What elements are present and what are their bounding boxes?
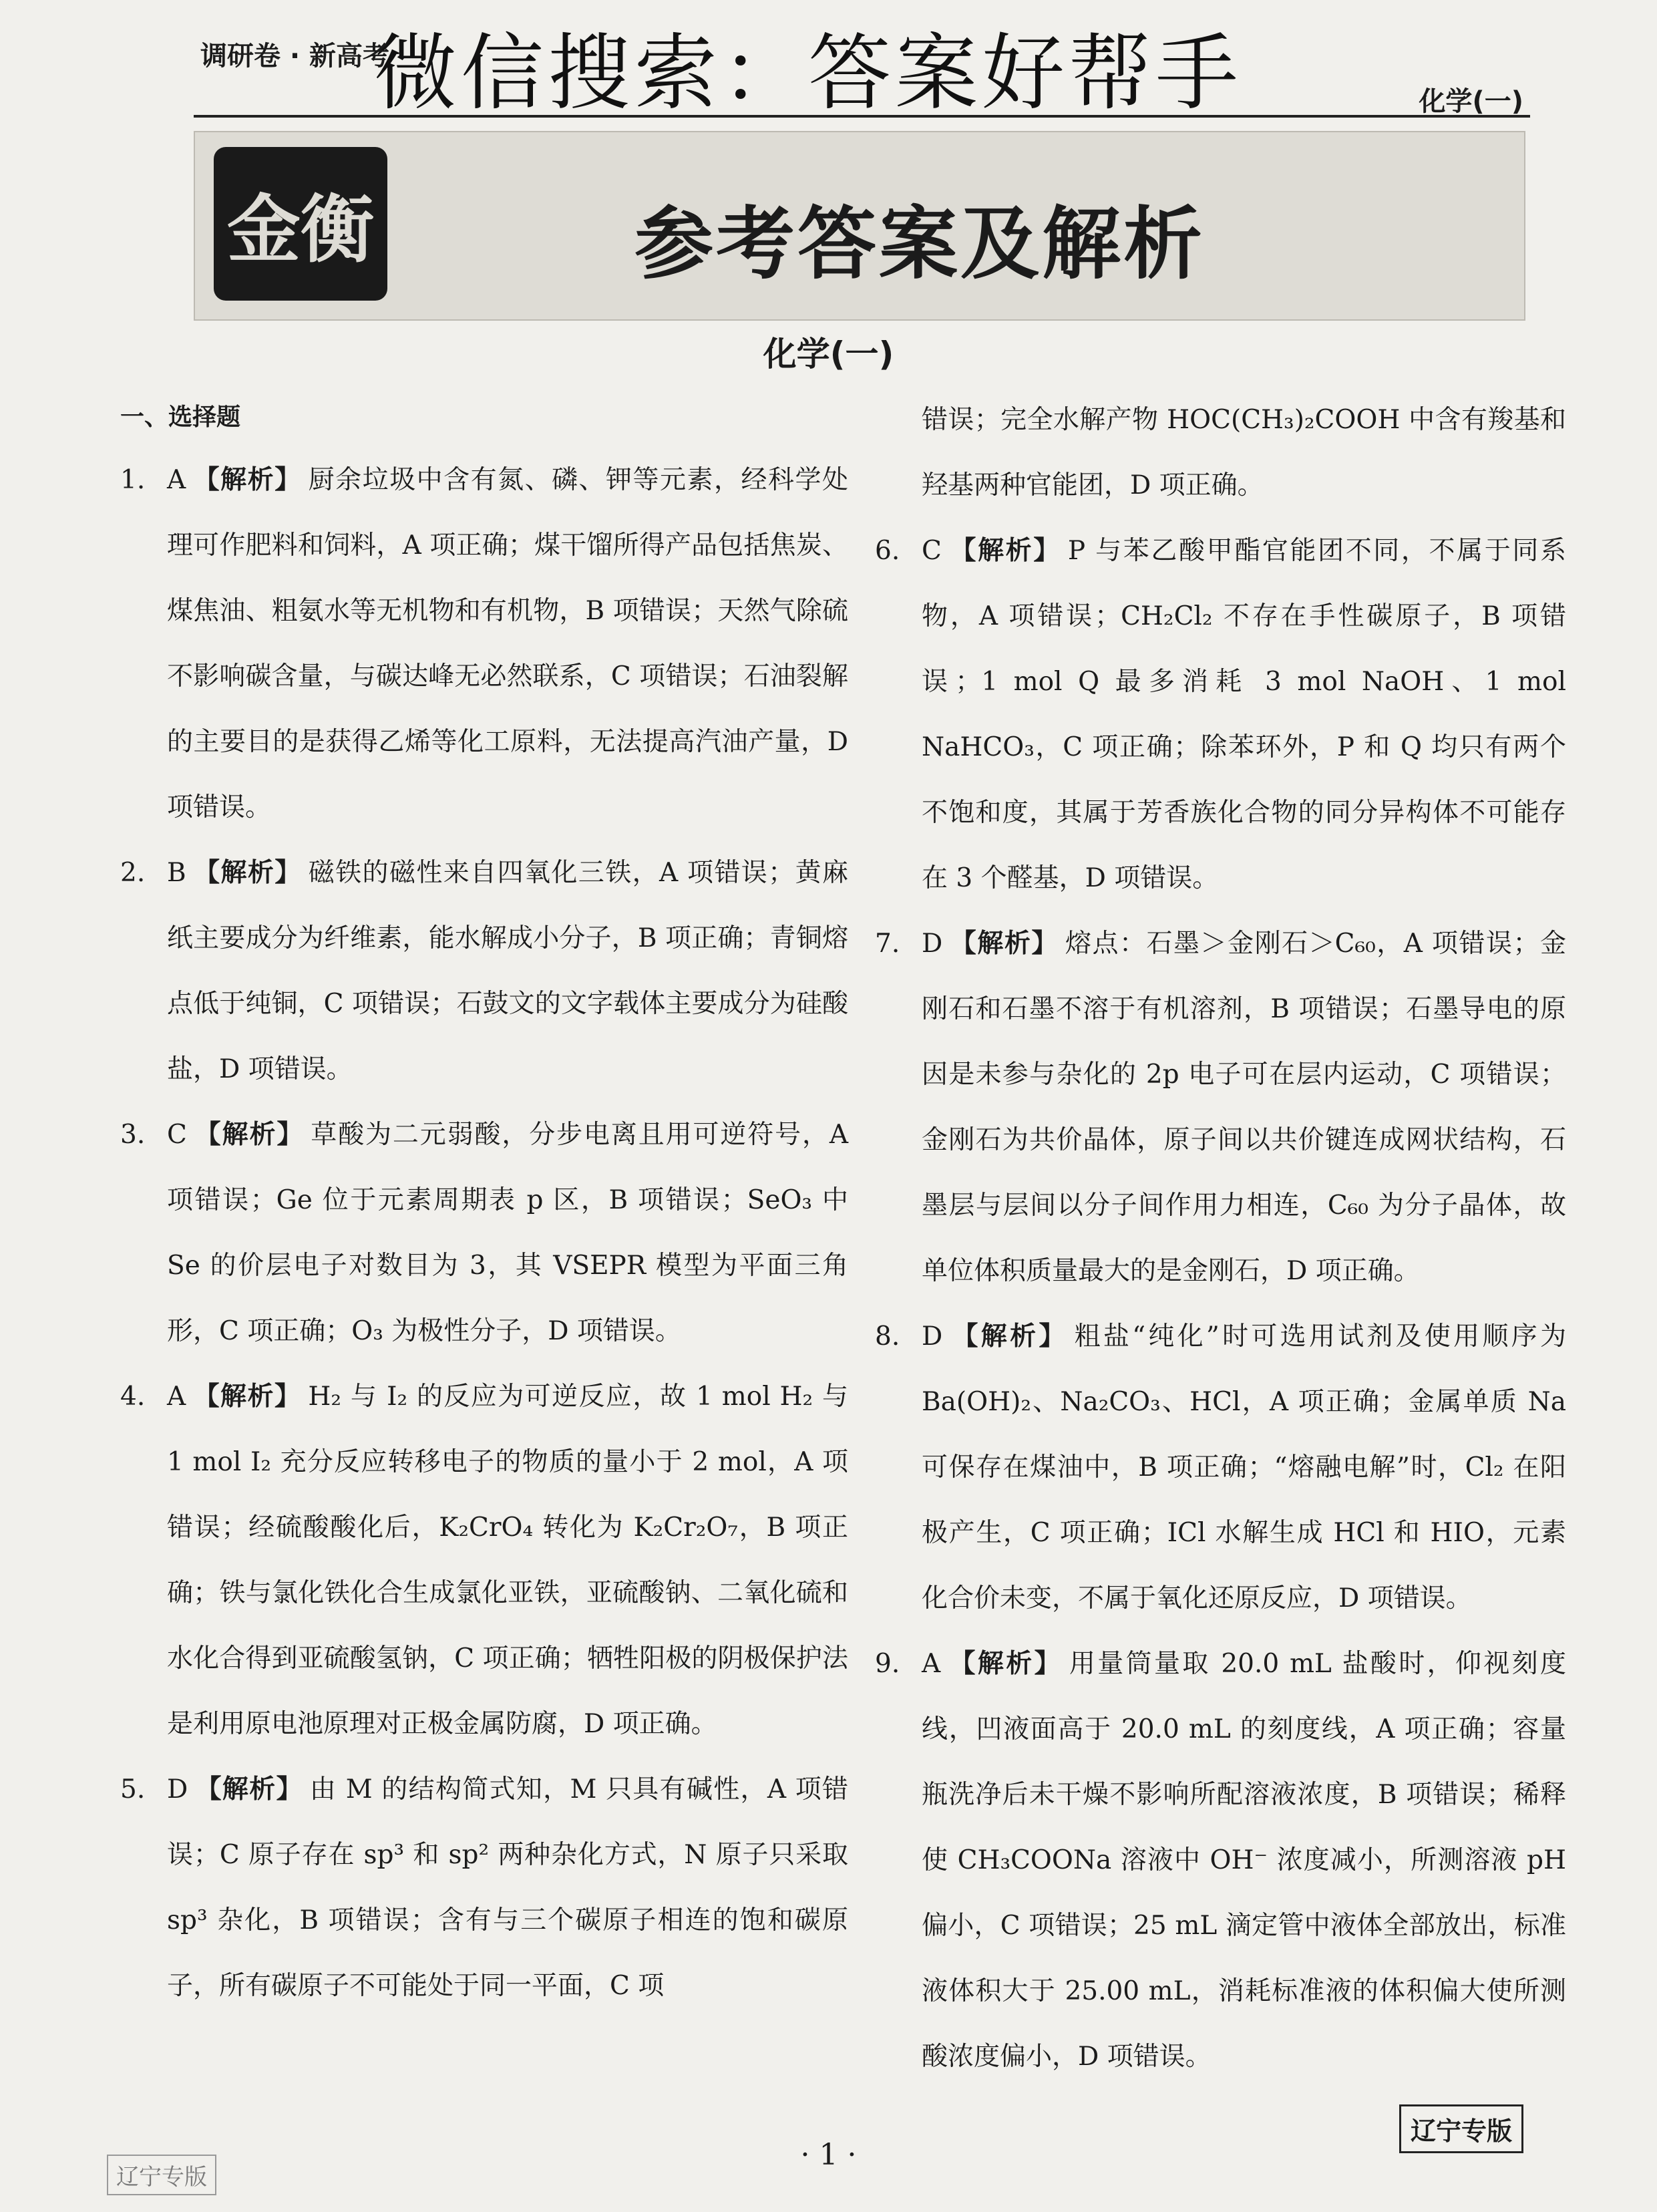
- answer-item: [875, 1631, 1566, 2090]
- item-explanation: 粗盐“纯化”时可选用试剂及使用顺序为 Ba(OH)₂、Na₂CO₃、HCl，A 项正确；金属单质 Na 可保存在煤油中，B 项正确；“熔融电解”时，Cl₂ 在阳极产生，C 项正确；ICl 水解生成 HCl 和 HIO，元素化合价未变，不属于氧化还原反应，D 项错误。: [922, 1321, 1566, 1613]
- answer-item: [875, 1304, 1566, 1631]
- analysis-tag: 【解析】: [947, 1649, 1063, 1679]
- item-explanation: H₂ 与 I₂ 的反应为可逆反应，故 1 mol H₂ 与 1 mol I₂ 充分反应转移电子的物质的量小于 2 mol，A 项错误；经硫酸酸化后，K₂CrO₄ 转化为 K₂Cr₂O₇，B 项正确；铁与氯化铁化合生成氯化亚铁，亚硫酸钠、二氧化硫和水化合得到亚硫酸氢钠，C 项正确；牺牲阳极的阴极保护法是利用原电池原理对正极金属防腐，D 项正确。: [167, 1382, 848, 1739]
- item-number: 2.: [120, 858, 146, 888]
- analysis-tag: 【解析】: [949, 929, 1059, 959]
- analysis-tag: 【解析】: [192, 858, 302, 888]
- left-column: [120, 387, 848, 2019]
- item-answer: A: [167, 1382, 186, 1412]
- analysis-tag: 【解析】: [192, 1382, 302, 1412]
- subject-label: 化学(一): [1419, 86, 1523, 117]
- item-number: 5.: [120, 1774, 146, 1804]
- item-answer: D: [167, 1774, 188, 1804]
- answer-item: [120, 448, 848, 840]
- answer-item: [120, 1364, 848, 1757]
- item-explanation: 用量筒量取 20.0 mL 盐酸时，仰视刻度线，凹液面高于 20.0 mL 的刻度线，A 项正确；容量瓶洗净后未干燥不影响所配溶液浓度，B 项错误；稀释使 CH₃COONa 溶液中 OH⁻ 浓度减小，所测溶液 pH 偏小，C 项错误；25 mL 滴定管中液体全部放出，标准液体积大于 25.00 mL，消耗标准液的体积偏大使所测酸浓度偏小，D 项错误。: [922, 1649, 1566, 2072]
- right-column: [875, 387, 1566, 2090]
- item-answer: D: [922, 929, 943, 959]
- series-label: 调研卷 · 新高考: [200, 41, 390, 71]
- item-number: 6.: [875, 536, 900, 566]
- answer-item: [875, 911, 1566, 1304]
- item-answer: D: [922, 1321, 943, 1352]
- watermark-text: 微信搜索：答案好帮手: [374, 25, 1243, 122]
- answer-item: [120, 1757, 848, 2019]
- subject-heading: 化学(一): [763, 335, 894, 373]
- answer-item: [875, 518, 1566, 911]
- item-answer: A: [167, 465, 186, 495]
- item-explanation: P 与苯乙酸甲酯官能团不同，不属于同系物，A 项错误；CH₂Cl₂ 不存在手性碳原子，B 项错误；1 mol Q 最多消耗 3 mol NaOH、1 mol NaHCO₃，C 项正确；除苯环外，P 和 Q 均只有两个不饱和度，其属于芳香族化合物的同分异构体不可能存在 3 个醛基，D 项错误。: [922, 536, 1566, 893]
- item-number: 4.: [120, 1382, 146, 1412]
- corner-stamp: 辽宁专版: [107, 2155, 216, 2195]
- page-title: 参考答案及解析: [634, 198, 1206, 290]
- answer-item: [120, 1102, 848, 1364]
- item-answer: B: [167, 858, 186, 888]
- item-explanation: 错误；完全水解产物 HOC(CH₃)₂COOH 中含有羧基和羟基两种官能团，D 项正确。: [922, 405, 1566, 500]
- item-explanation: 由 M 的结构简式知，M 只具有碱性，A 项错误；C 原子存在 sp³ 和 sp² 两种杂化方式，N 原子只采取 sp³ 杂化，B 项错误；含有与三个碳原子相连的饱和碳原子，所有碳原子不可能处于同一平面，C 项: [167, 1774, 848, 2001]
- analysis-tag: 【解析】: [192, 465, 302, 495]
- analysis-tag: 【解析】: [194, 1774, 303, 1804]
- item-number: 1.: [120, 465, 146, 495]
- item-answer: C: [167, 1120, 187, 1150]
- answer-item: [875, 387, 1566, 518]
- header-divider: [194, 115, 1530, 118]
- item-number: 3.: [120, 1120, 146, 1150]
- answer-list-left: [120, 448, 848, 2019]
- item-answer: C: [922, 536, 942, 566]
- answer-list-right: [875, 387, 1566, 2090]
- edition-badge: 辽宁专版: [1399, 2104, 1523, 2153]
- item-explanation: 草酸为二元弱酸，分步电离且用可逆符号，A 项错误；Ge 位于元素周期表 p 区，B 项错误；SeO₃ 中 Se 的价层电子对数目为 3，其 VSEPR 模型为平面三角形，C 项正确；O₃ 为极性分子，D 项错误。: [167, 1120, 848, 1346]
- item-explanation: 磁铁的磁性来自四氧化三铁，A 项错误；黄麻纸主要成分为纤维素，能水解成小分子，B 项正确；青铜熔点低于纯铜，C 项错误；石鼓文的文字载体主要成分为硅酸盐，D 项错误。: [167, 858, 848, 1084]
- item-explanation: 熔点：石墨＞金刚石＞C₆₀，A 项错误；金刚石和石墨不溶于有机溶剂，B 项错误；石墨导电的原因是未参与杂化的 2p 电子可在层内运动，C 项错误；金刚石为共价晶体，原子间以共价键连成网状结构，石墨层与层间以分子间作用力相连，C₆₀ 为分子晶体，故单位体积质量最大的是金刚石，D 项正确。: [922, 929, 1566, 1286]
- analysis-tag: 【解析】: [949, 1321, 1068, 1352]
- item-number: 8.: [875, 1321, 900, 1352]
- item-explanation: 厨余垃圾中含有氮、磷、钾等元素，经科学处理可作肥料和饲料，A 项正确；煤干馏所得产品包括焦炭、煤焦油、粗氨水等无机物和有机物，B 项错误；天然气除硫不影响碳含量，与碳达峰无必然联系，C 项错误；石油裂解的主要目的是获得乙烯等化工原料，无法提高汽油产量，D 项错误。: [167, 465, 848, 822]
- publisher-seal: 金衡: [214, 147, 387, 301]
- page-number: · 1 ·: [800, 2138, 857, 2172]
- analysis-tag: 【解析】: [193, 1120, 305, 1150]
- analysis-tag: 【解析】: [948, 536, 1061, 566]
- item-answer: A: [922, 1649, 941, 1679]
- answer-item: [120, 840, 848, 1102]
- section-title: 一、选择题: [120, 404, 241, 431]
- item-number: 7.: [875, 929, 900, 959]
- item-number: 9.: [875, 1649, 900, 1679]
